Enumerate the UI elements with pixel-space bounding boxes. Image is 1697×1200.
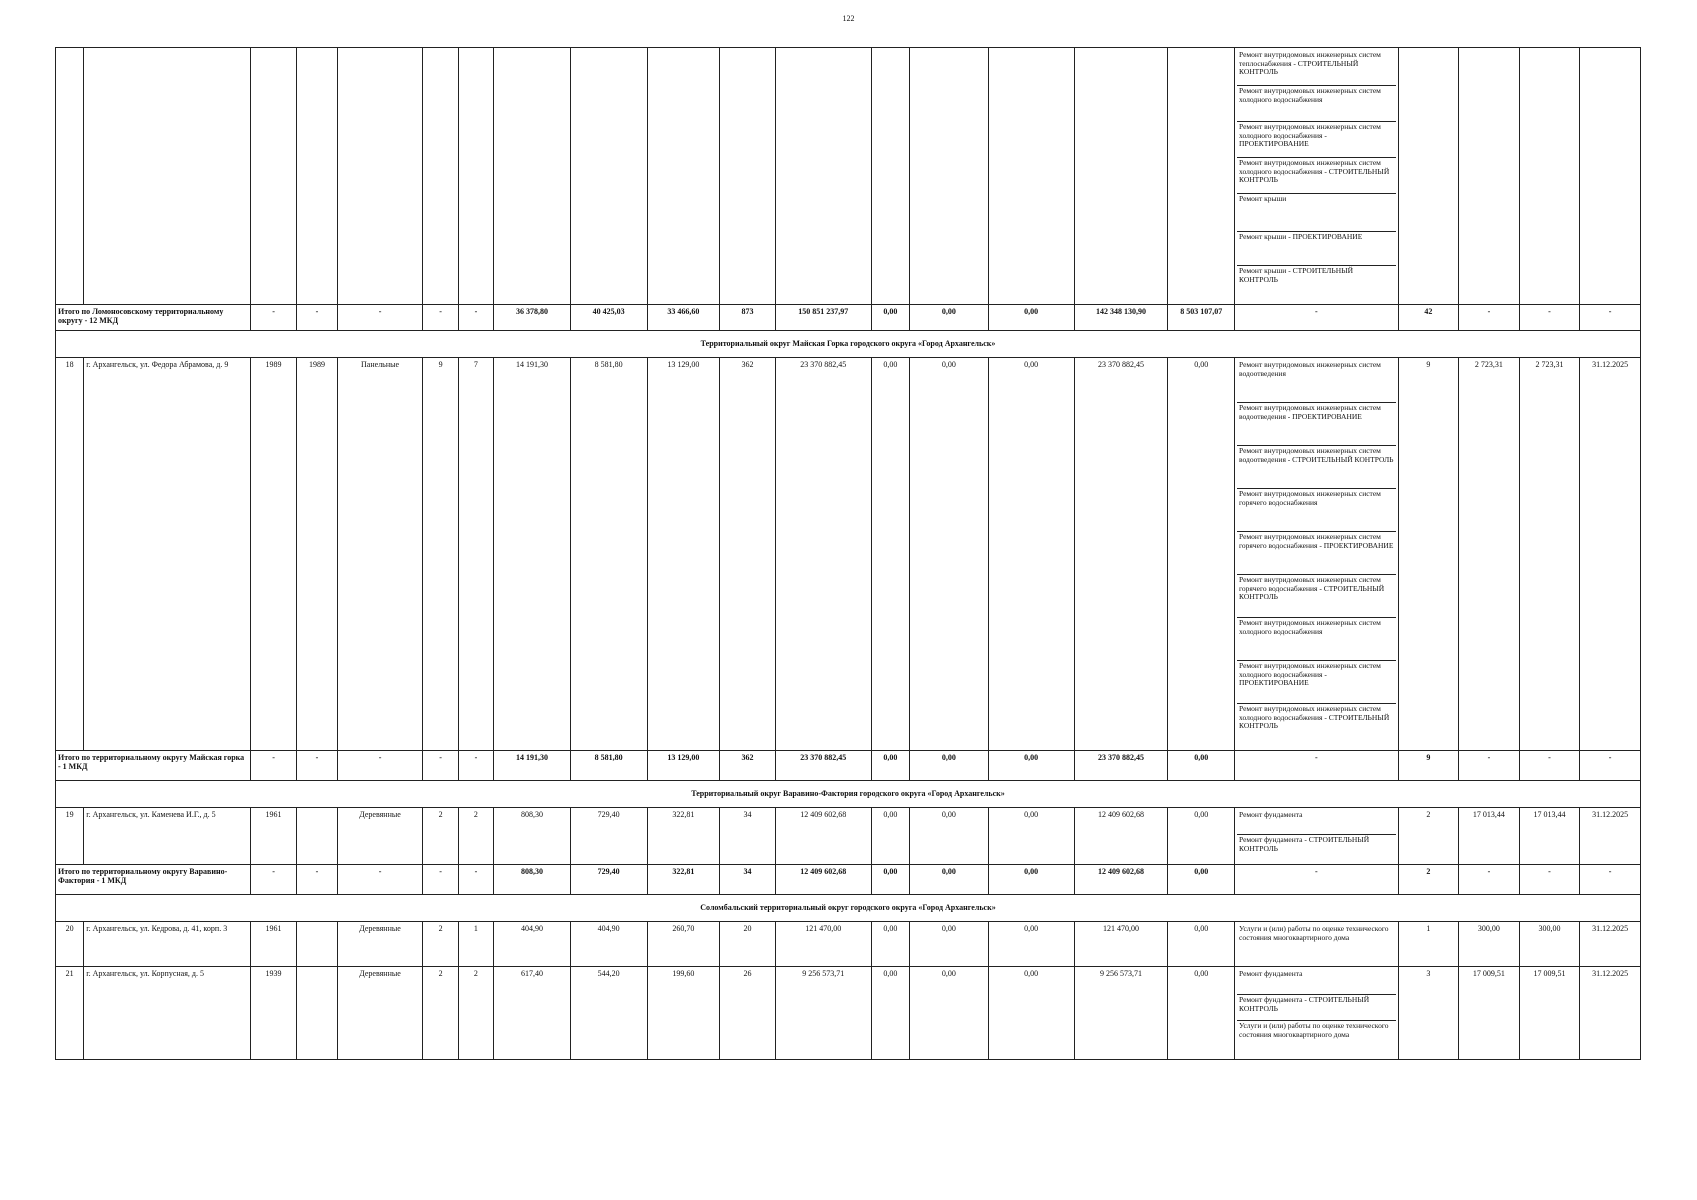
fund-region-cell: 0,00 — [910, 305, 989, 331]
works-cell — [1235, 358, 1399, 751]
work-item: Услуги и (или) работы по оценке технического состояния многоквартирного дома — [1239, 1021, 1389, 1039]
entrances-cell: 2 — [458, 808, 493, 865]
empty-cell — [84, 48, 251, 305]
fund-federal-cell: 0,00 — [871, 808, 909, 865]
floors-cell: 2 — [423, 922, 458, 967]
work-count-cell: 2 — [1398, 808, 1459, 865]
work-item: Ремонт крыши — [1237, 194, 1396, 232]
work-count-cell: 1 — [1398, 922, 1459, 967]
fund-region-cell: 0,00 — [910, 751, 989, 781]
works-list — [1237, 924, 1396, 964]
row-number-cell: 18 — [56, 358, 84, 751]
year-commission-cell — [297, 808, 337, 865]
dash-cell: - — [250, 305, 296, 331]
entrances-cell: 2 — [458, 967, 493, 1060]
table-body — [56, 48, 1641, 1060]
dash-cell: - — [1580, 305, 1641, 331]
empty-cell — [1519, 48, 1580, 305]
area-residential-cell: 199,60 — [647, 967, 720, 1060]
year-built-cell: 1961 — [250, 808, 296, 865]
section-title: Соломбальский территориальный округ городского округа «Город Архангельск» — [56, 895, 1641, 922]
fund-owners-cell: 23 370 882,45 — [1074, 358, 1168, 751]
unit-cost-cell: 2 723,31 — [1459, 358, 1520, 751]
fund-other-cell: 0,00 — [1168, 865, 1235, 895]
wall-cell: Панельные — [337, 358, 423, 751]
deadline-cell: 31.12.2025 — [1580, 808, 1641, 865]
empty-cell — [458, 48, 493, 305]
dash-cell: - — [423, 865, 458, 895]
cost-total-cell: 121 470,00 — [775, 922, 871, 967]
residents-cell: 26 — [720, 967, 776, 1060]
table-row — [56, 358, 1641, 751]
entrances-cell: 1 — [458, 922, 493, 967]
empty-cell — [297, 48, 337, 305]
empty-cell — [720, 48, 776, 305]
dash-cell: - — [1235, 865, 1399, 895]
work-item: Ремонт внутридомовых инженерных систем водоотведения - ПРОЕКТИРОВАНИЕ — [1237, 403, 1396, 446]
dash-cell: - — [1235, 751, 1399, 781]
fund-other-cell: 0,00 — [1168, 358, 1235, 751]
cost-total-cell: 23 370 882,45 — [775, 358, 871, 751]
cost-total-cell: 12 409 602,68 — [775, 865, 871, 895]
unit-cost-cell: 17 009,51 — [1459, 967, 1520, 1060]
year-built-cell: 1989 — [250, 358, 296, 751]
max-cost-cell: 300,00 — [1519, 922, 1580, 967]
cost-total-cell: 23 370 882,45 — [775, 751, 871, 781]
address-cell: г. Архангельск, ул. Корпусная, д. 5 — [84, 967, 251, 1060]
dash-cell: - — [458, 305, 493, 331]
work-item: Ремонт внутридомовых инженерных систем теплоснабжения - СТРОИТЕЛЬНЫЙ КОНТРОЛЬ — [1237, 50, 1396, 86]
work-item: Ремонт внутридомовых инженерных систем горячего водоснабжения - СТРОИТЕЛЬНЫЙ КОНТРОЛЬ — [1237, 575, 1396, 618]
area-total-cell: 808,30 — [494, 808, 571, 865]
dash-cell: - — [1459, 305, 1520, 331]
empty-cell — [570, 48, 647, 305]
dash-cell: - — [1459, 865, 1520, 895]
area-residential-cell: 322,81 — [647, 865, 720, 895]
dash-cell: - — [458, 751, 493, 781]
address-cell: г. Архангельск, ул. Кедрова, д. 41, корп. 3 — [84, 922, 251, 967]
cost-total-cell: 9 256 573,71 — [775, 967, 871, 1060]
deadline-cell: 31.12.2025 — [1580, 922, 1641, 967]
works-cell — [1235, 967, 1399, 1060]
area-total-cell: 14 191,30 — [494, 751, 571, 781]
year-commission-cell — [297, 967, 337, 1060]
empty-cell — [250, 48, 296, 305]
fund-other-cell: 0,00 — [1168, 922, 1235, 967]
table-row — [56, 808, 1641, 865]
work-item: Ремонт внутридомовых инженерных систем холодного водоснабжения - ПРОЕКТИРОВАНИЕ — [1237, 661, 1396, 704]
fund-owners-cell: 9 256 573,71 — [1074, 967, 1168, 1060]
dash-cell: - — [337, 751, 423, 781]
area-residential-cell: 260,70 — [647, 922, 720, 967]
fund-other-cell: 0,00 — [1168, 808, 1235, 865]
work-item: Ремонт внутридомовых инженерных систем горячего водоснабжения - ПРОЕКТИРОВАНИЕ — [1237, 532, 1396, 575]
residents-cell: 34 — [720, 808, 776, 865]
fund-federal-cell: 0,00 — [871, 922, 909, 967]
residents-cell: 34 — [720, 865, 776, 895]
entrances-cell: 7 — [458, 358, 493, 751]
cost-total-cell: 150 851 237,97 — [775, 305, 871, 331]
wall-cell: Деревянные — [337, 967, 423, 1060]
empty-cell — [423, 48, 458, 305]
fund-local-cell: 0,00 — [988, 751, 1074, 781]
work-item: Ремонт крыши - СТРОИТЕЛЬНЫЙ КОНТРОЛЬ — [1239, 266, 1354, 284]
works-list — [1237, 360, 1396, 748]
area-living-cell: 40 425,03 — [570, 305, 647, 331]
total-label: Итого по территориальному округу Майская горка - 1 МКД — [56, 751, 251, 781]
area-living-cell: 8 581,80 — [570, 751, 647, 781]
row-number-cell: 20 — [56, 922, 84, 967]
fund-federal-cell: 0,00 — [871, 865, 909, 895]
work-item: Услуги и (или) работы по оценке технического состояния многоквартирного дома — [1239, 924, 1389, 942]
fund-other-cell: 0,00 — [1168, 967, 1235, 1060]
section-title: Территориальный округ Варавино-Фактория городского округа «Город Архангельск» — [56, 781, 1641, 808]
fund-local-cell: 0,00 — [988, 808, 1074, 865]
fund-region-cell: 0,00 — [910, 967, 989, 1060]
wall-cell: Деревянные — [337, 922, 423, 967]
works-list — [1237, 50, 1396, 302]
residents-cell: 362 — [720, 358, 776, 751]
section-header-row — [56, 331, 1641, 358]
deadline-cell: 31.12.2025 — [1580, 967, 1641, 1060]
fund-local-cell: 0,00 — [988, 358, 1074, 751]
year-commission-cell — [297, 922, 337, 967]
deadline-cell: 31.12.2025 — [1580, 358, 1641, 751]
empty-cell — [494, 48, 571, 305]
dash-cell: - — [423, 751, 458, 781]
dash-cell: - — [337, 305, 423, 331]
empty-cell — [337, 48, 423, 305]
dash-cell: - — [250, 865, 296, 895]
fund-federal-cell: 0,00 — [871, 305, 909, 331]
section-title: Территориальный округ Майская Горка городского округа «Город Архангельск» — [56, 331, 1641, 358]
fund-local-cell: 0,00 — [988, 865, 1074, 895]
fund-region-cell: 0,00 — [910, 358, 989, 751]
total-row — [56, 305, 1641, 331]
total-row — [56, 751, 1641, 781]
total-row — [56, 865, 1641, 895]
fund-federal-cell: 0,00 — [871, 751, 909, 781]
dash-cell: - — [1519, 305, 1580, 331]
table-row — [56, 48, 1641, 305]
fund-local-cell: 0,00 — [988, 967, 1074, 1060]
work-item: Ремонт внутридомовых инженерных систем горячего водоснабжения — [1237, 489, 1396, 532]
area-living-cell: 729,40 — [570, 865, 647, 895]
fund-federal-cell: 0,00 — [871, 967, 909, 1060]
area-total-cell: 36 378,80 — [494, 305, 571, 331]
area-total-cell: 14 191,30 — [494, 358, 571, 751]
area-residential-cell: 322,81 — [647, 808, 720, 865]
work-count-cell: 2 — [1398, 865, 1459, 895]
work-item: Ремонт внутридомовых инженерных систем холодного водоснабжения — [1237, 618, 1396, 661]
max-cost-cell: 17 013,44 — [1519, 808, 1580, 865]
fund-region-cell: 0,00 — [910, 865, 989, 895]
year-built-cell: 1961 — [250, 922, 296, 967]
floors-cell: 2 — [423, 967, 458, 1060]
row-number-cell: 21 — [56, 967, 84, 1060]
dash-cell: - — [1580, 751, 1641, 781]
dash-cell: - — [250, 751, 296, 781]
fund-local-cell: 0,00 — [988, 305, 1074, 331]
max-cost-cell: 2 723,31 — [1519, 358, 1580, 751]
work-item: Ремонт внутридомовых инженерных систем водоотведения — [1237, 360, 1396, 403]
dash-cell: - — [1519, 865, 1580, 895]
work-count-cell: 9 — [1398, 751, 1459, 781]
work-item: Ремонт крыши - ПРОЕКТИРОВАНИЕ — [1237, 232, 1396, 266]
fund-region-cell: 0,00 — [910, 808, 989, 865]
fund-owners-cell: 12 409 602,68 — [1074, 865, 1168, 895]
year-built-cell: 1939 — [250, 967, 296, 1060]
work-count-cell: 3 — [1398, 967, 1459, 1060]
work-item: Ремонт фундамента - СТРОИТЕЛЬНЫЙ КОНТРОЛЬ — [1237, 995, 1396, 1021]
residents-cell: 873 — [720, 305, 776, 331]
fund-region-cell: 0,00 — [910, 922, 989, 967]
fund-owners-cell: 12 409 602,68 — [1074, 808, 1168, 865]
empty-cell — [1398, 48, 1459, 305]
work-item: Ремонт внутридомовых инженерных систем холодного водоснабжения - СТРОИТЕЛЬНЫЙ КОНТРОЛЬ — [1239, 704, 1390, 731]
section-header-row — [56, 781, 1641, 808]
area-residential-cell: 33 466,60 — [647, 305, 720, 331]
total-label: Итого по территориальному округу Варавино-Фактория - 1 МКД — [56, 865, 251, 895]
fund-owners-cell: 23 370 882,45 — [1074, 751, 1168, 781]
year-commission-cell: 1989 — [297, 358, 337, 751]
dash-cell: - — [297, 865, 337, 895]
fund-local-cell: 0,00 — [988, 922, 1074, 967]
empty-cell — [647, 48, 720, 305]
row-number-cell: 19 — [56, 808, 84, 865]
fund-owners-cell: 121 470,00 — [1074, 922, 1168, 967]
work-item: Ремонт внутридомовых инженерных систем холодного водоснабжения - СТРОИТЕЛЬНЫЙ КОНТРОЛЬ — [1237, 158, 1396, 194]
fund-other-cell: 8 503 107,07 — [1168, 305, 1235, 331]
work-item: Ремонт фундамента — [1237, 969, 1396, 995]
works-cell — [1235, 922, 1399, 967]
page-number: 122 — [842, 14, 855, 23]
work-item: Ремонт внутридомовых инженерных систем холодного водоснабжения — [1237, 86, 1396, 122]
dash-cell: - — [1580, 865, 1641, 895]
work-item: Ремонт внутридомовых инженерных систем холодного водоснабжения - ПРОЕКТИРОВАНИЕ — [1237, 122, 1396, 158]
work-count-cell: 42 — [1398, 305, 1459, 331]
fund-federal-cell: 0,00 — [871, 358, 909, 751]
total-label: Итого по Ломоносовскому территориальному округу - 12 МКД — [56, 305, 251, 331]
dash-cell: - — [458, 865, 493, 895]
works-cell — [1235, 48, 1399, 305]
area-residential-cell: 13 129,00 — [647, 358, 720, 751]
max-cost-cell: 17 009,51 — [1519, 967, 1580, 1060]
residents-cell: 20 — [720, 922, 776, 967]
capital-repair-table — [55, 47, 1641, 1060]
work-count-cell: 9 — [1398, 358, 1459, 751]
empty-cell — [1580, 48, 1641, 305]
unit-cost-cell: 17 013,44 — [1459, 808, 1520, 865]
works-cell — [1235, 808, 1399, 865]
empty-cell — [775, 48, 871, 305]
area-living-cell: 729,40 — [570, 808, 647, 865]
area-total-cell: 404,90 — [494, 922, 571, 967]
dash-cell: - — [1519, 751, 1580, 781]
dash-cell: - — [1235, 305, 1399, 331]
fund-owners-cell: 142 348 130,90 — [1074, 305, 1168, 331]
dash-cell: - — [297, 751, 337, 781]
table-row — [56, 922, 1641, 967]
cost-total-cell: 12 409 602,68 — [775, 808, 871, 865]
work-item: Ремонт фундамента — [1237, 810, 1396, 835]
dash-cell: - — [1459, 751, 1520, 781]
dash-cell: - — [337, 865, 423, 895]
area-living-cell: 404,90 — [570, 922, 647, 967]
work-item: Ремонт фундамента - СТРОИТЕЛЬНЫЙ КОНТРОЛЬ — [1239, 835, 1370, 853]
empty-cell — [988, 48, 1074, 305]
residents-cell: 362 — [720, 751, 776, 781]
works-list — [1237, 969, 1396, 1057]
area-total-cell: 617,40 — [494, 967, 571, 1060]
fund-other-cell: 0,00 — [1168, 751, 1235, 781]
empty-cell — [1074, 48, 1168, 305]
works-list — [1237, 810, 1396, 862]
dash-cell: - — [297, 305, 337, 331]
section-header-row — [56, 895, 1641, 922]
empty-cell — [1459, 48, 1520, 305]
area-residential-cell: 13 129,00 — [647, 751, 720, 781]
area-total-cell: 808,30 — [494, 865, 571, 895]
address-cell: г. Архангельск, ул. Каменева И.Г., д. 5 — [84, 808, 251, 865]
empty-cell — [56, 48, 84, 305]
wall-cell: Деревянные — [337, 808, 423, 865]
floors-cell: 2 — [423, 808, 458, 865]
empty-cell — [1168, 48, 1235, 305]
table-row — [56, 967, 1641, 1060]
address-cell: г. Архангельск, ул. Федора Абрамова, д. 9 — [84, 358, 251, 751]
work-item: Ремонт внутридомовых инженерных систем водоотведения - СТРОИТЕЛЬНЫЙ КОНТРОЛЬ — [1237, 446, 1396, 489]
empty-cell — [871, 48, 909, 305]
area-living-cell: 8 581,80 — [570, 358, 647, 751]
dash-cell: - — [423, 305, 458, 331]
empty-cell — [910, 48, 989, 305]
floors-cell: 9 — [423, 358, 458, 751]
unit-cost-cell: 300,00 — [1459, 922, 1520, 967]
area-living-cell: 544,20 — [570, 967, 647, 1060]
